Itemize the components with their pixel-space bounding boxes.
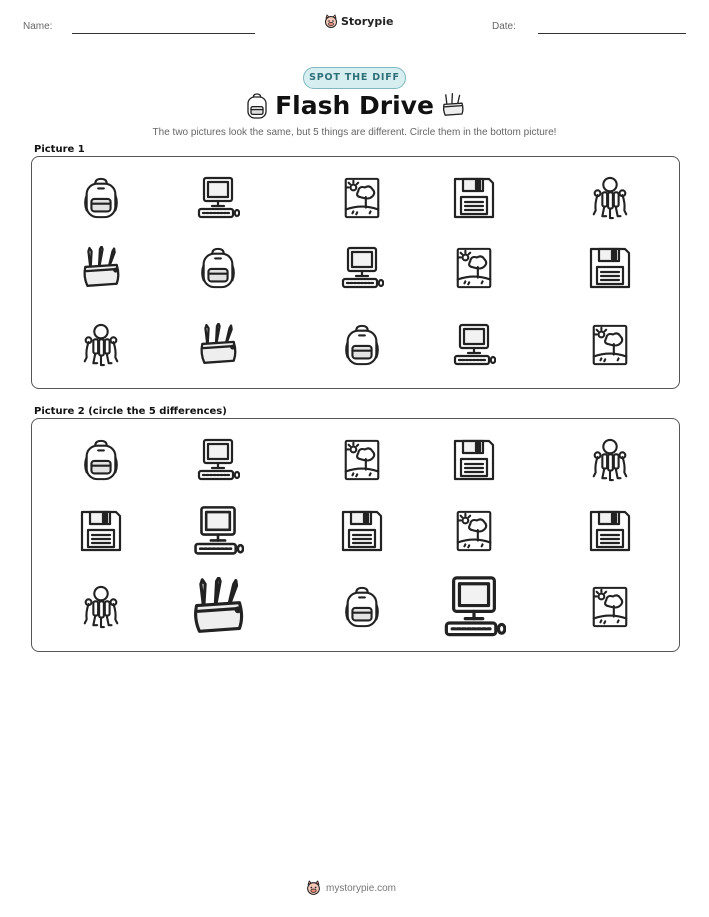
footer-site: mystorypie.com [326,882,397,894]
landscape-picture-icon [452,246,496,290]
landscape-picture-icon [588,323,632,367]
landscape-picture-icon[interactable] [340,438,384,482]
pencil-case-icon [79,246,123,290]
computer-icon [340,246,384,290]
backpack-icon[interactable] [79,438,123,482]
floppy-disk-icon [588,246,632,290]
picture-2-label: Picture 2 (circle the 5 differences) [34,406,227,417]
name-line[interactable] [72,33,255,34]
keys-icon[interactable] [79,585,123,629]
backpack-icon[interactable] [340,585,384,629]
landscape-picture-icon[interactable] [588,585,632,629]
backpack-icon [340,323,384,367]
keys-icon[interactable] [588,438,632,482]
computer-icon[interactable] [192,505,244,557]
backpack-icon [79,176,123,220]
brand-name: Storypie [341,15,394,28]
spot-the-diff-badge: SPOT THE DIFF [303,67,406,89]
pig-mascot-icon [324,14,338,29]
pencil-case-icon [196,323,240,367]
computer-icon[interactable] [196,438,240,482]
floppy-disk-icon[interactable] [588,509,632,553]
backpack-icon [196,246,240,290]
pencil-case-icon[interactable] [188,577,248,637]
keys-icon [79,323,123,367]
computer-icon [452,323,496,367]
pencil-case-icon [441,92,465,118]
floppy-disk-icon[interactable] [340,509,384,553]
floppy-disk-icon[interactable] [79,509,123,553]
landscape-picture-icon[interactable] [452,509,496,553]
floppy-disk-icon[interactable] [452,438,496,482]
footer [306,880,396,896]
name-label: Name: [23,21,53,32]
date-label: Date: [492,21,516,32]
computer-icon [196,176,240,220]
picture-1-label: Picture 1 [34,144,85,155]
pig-mascot-icon [306,880,321,896]
landscape-picture-icon [340,176,384,220]
floppy-disk-icon [452,176,496,220]
computer-icon[interactable] [442,575,506,639]
date-line[interactable] [538,33,686,34]
brand-logo [324,14,393,29]
worksheet-title: Flash Drive [275,91,434,120]
keys-icon [588,176,632,220]
instructions: The two pictures look the same, but 5 things are different. Circle them in the bottom picture! [152,127,557,138]
